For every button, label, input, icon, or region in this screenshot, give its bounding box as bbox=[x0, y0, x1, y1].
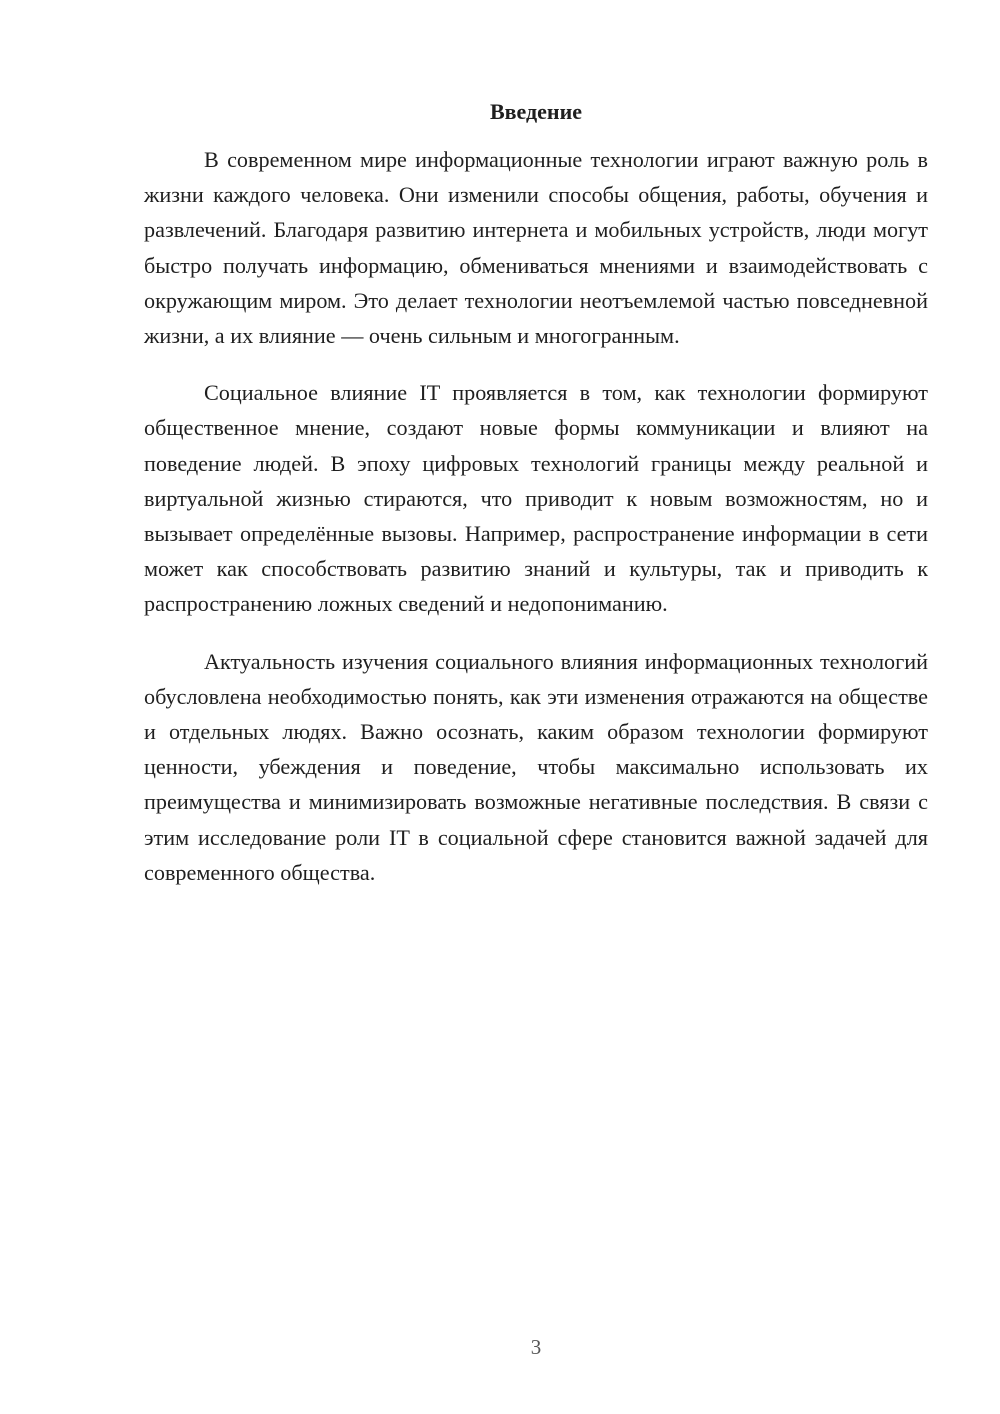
paragraph-intro: В современном мире информационные технологии играют важную роль в жизни каждого человека. Они изменили способы общения, работы, обучения и развлечений. Благодаря развитию интернета и мобильных устройств, люди могут быстро получать информацию, обмениваться мнениями и взаимодействовать с окружающим миром. Это делает технологии неотъемлемой частью повседневной жизни, а их влияние — очень сильным и многогранным. bbox=[144, 147, 928, 349]
paragraph-relevance: Актуальность изучения социального влияния информационных технологий обусловлена необходимостью понять, как эти изменения отражаются на обществе и отдельных людях. Важно осознать, каким образом технологии формируют ценности, убеждения и поведение, чтобы максимально использовать их преимущества и минимизировать возможные негативные последствия. В связи с этим исследование роли IT в социальной сфере становится важной задачей для современного общества. bbox=[144, 648, 928, 885]
body-text bbox=[144, 142, 928, 912]
page-number: 3 bbox=[530, 1335, 542, 1359]
section-title: Введение bbox=[489, 99, 583, 124]
paragraph-social-influence: Социальное влияние IT проявляется в том, как технологии формируют общественное мнение, создают новые формы коммуникации и влияют на поведение людей. В эпоху цифровых технологий границы между реальной и виртуальной жизнью стираются, что приводит к новым возможностям, но и вызывает определённые вызовы. Например, распространение информации в сети может как способствовать развитию знаний и культуры, так и приводить к распространению ложных сведений и недопониманию. bbox=[144, 380, 928, 617]
